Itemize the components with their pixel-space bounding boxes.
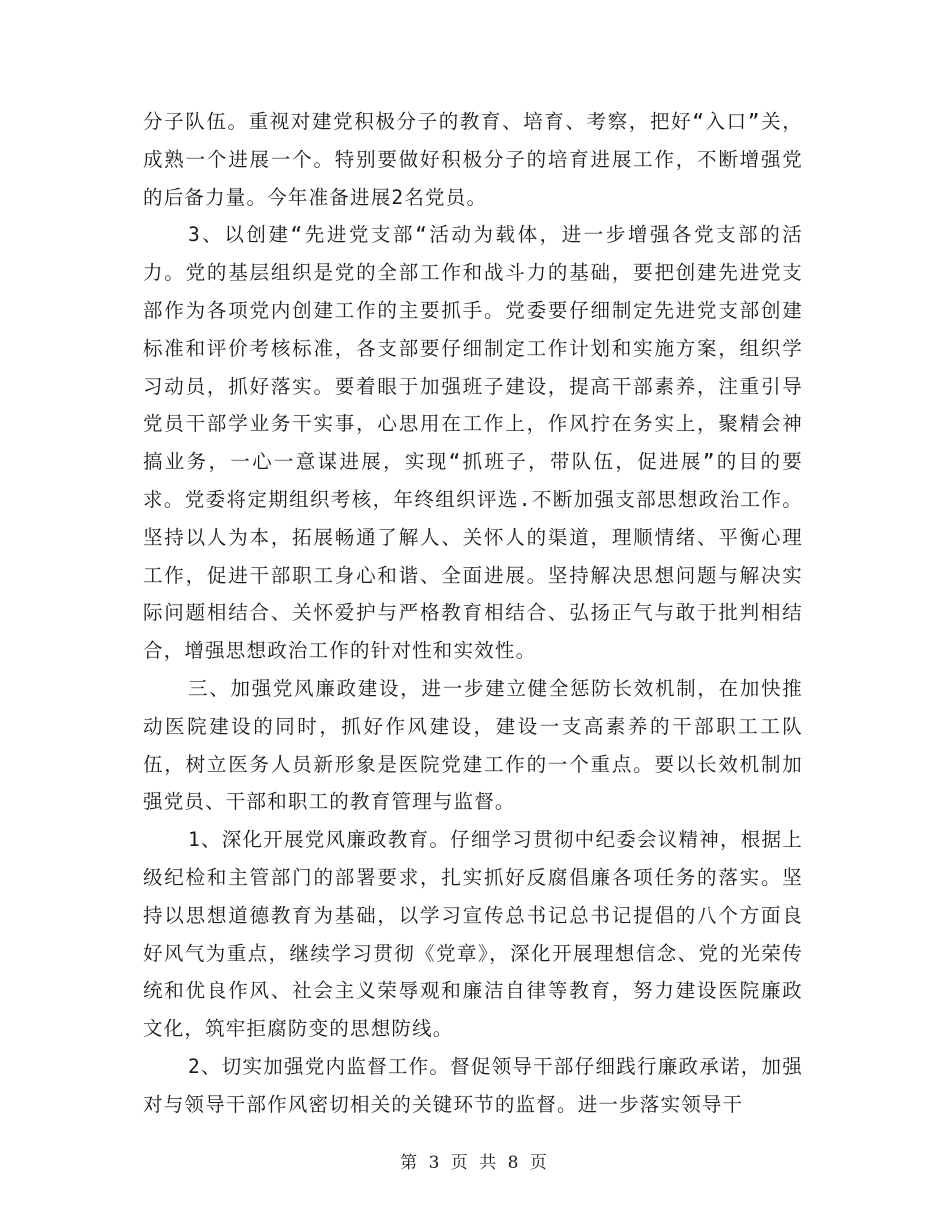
paragraph-2: 3、以创建“先进党支部“活动为载体，进一步增强各党支部的活力。党的基层组织是党的全部工作和战斗力的基础，要把创建先进党支部作为各项党内创建工作的主要抓手。党委要仔细制定先进党支部创建标准和评价考核标准，各支部要仔细制定工作计划和实施方案，组织学习动员，抓好落实。要着眼于加强班子建设，提高干部素养，注重引导党员干部学业务干实事，心思用在工作上，作风拧在务实上，聚精会神搞业务，一心一意谋进展，实现“抓班子，带队伍，促进展”的目的要求。党委将定期组织考核，年终组织评选.不断加强支部思想政治工作。坚持以人为本，拓展畅通了解人、关怀人的渠道，理顺情绪、平衡心理工作，促进干部职工身心和谐、全面进展。坚持解决思想问题与解决实际问题相结合、关怀爱护与严格教育相结合、弘扬正气与敢于批判相结合，增强思想政治工作的针对性和实效性。 [143,223,803,663]
paragraph-3: 三、加强党风廉政建设，进一步建立健全惩防长效机制，在加快推动医院建设的同时，抓好作风建设，建设一支高素养的干部职工工队伍，树立医务人员新形象是医院党建工作的一个重点。要以长效机制加强党员、干部和职工的教育管理与监督。 [143,676,803,814]
document-body [143,103,803,1124]
paragraph-5: 2、切实加强党内监督工作。督促领导干部仔细践行廉政承诺，加强对与领导干部作风密切相关的关键环节的监督。进一步落实领导干 [143,1054,803,1116]
paragraph-1: 分子队伍。重视对建党积极分子的教育、培育、考察，把好“入口”关，成熟一个进展一个。特别要做好积极分子的培育进展工作，不断增强党的后备力量。今年准备进展2名党员。 [143,110,803,209]
page-number-label: 第 3 页 共 8 页 [400,1153,550,1173]
paragraph-4: 1、深化开展党风廉政教育。仔细学习贯彻中纪委会议精神，根据上级纪检和主管部门的部署要求，扎实抓好反腐倡廉各项任务的落实。坚持以思想道德教育为基础，以学习宣传总书记总书记提倡的八个方面良好风气为重点，继续学习贯彻《党章》，深化开展理想信念、党的光荣传统和优良作风、社会主义荣辱观和廉洁自律等教育，努力建设医院廉政文化，筑牢拒腐防变的思想防线。 [143,828,803,1041]
page-footer [0,1148,950,1173]
